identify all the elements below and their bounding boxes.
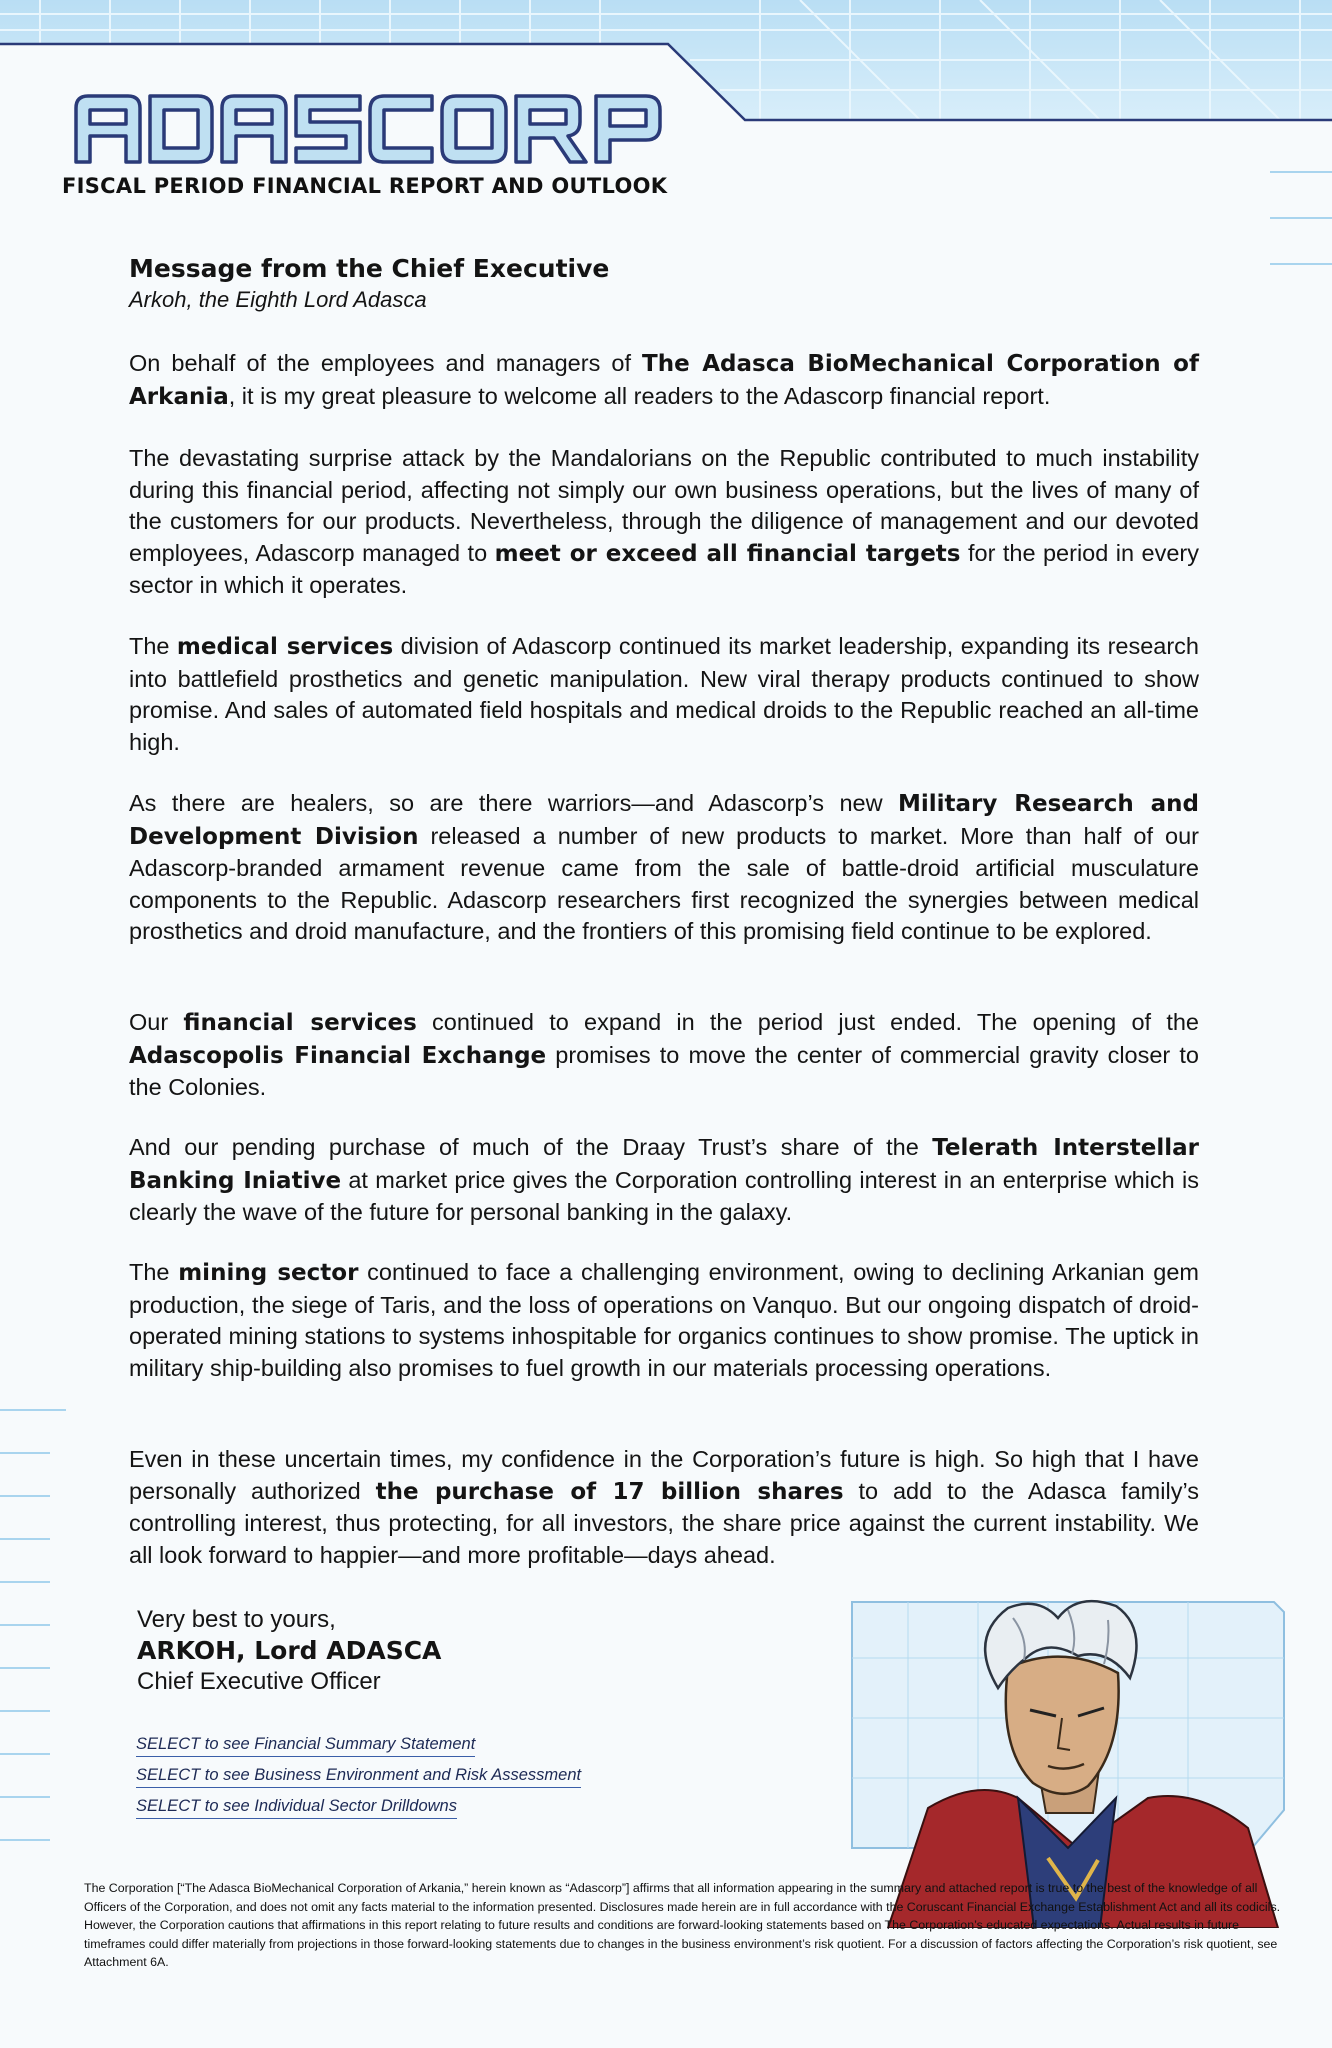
emphasis-text: The Adasca BioMechanical Corporation of Arkania bbox=[129, 351, 1199, 410]
paragraph-attack bbox=[129, 443, 1199, 602]
link-financial-summary[interactable]: SELECT to see Financial Summary Statement bbox=[136, 1735, 475, 1757]
body-text: continued to face a challenging environment, owing to declining Arkanian gem production, the siege of Taris, and the loss of operations on Vanquo. But our ongoing dispatch of droid-operated mining stations to systems inhospitable for organics continues to show promise. The uptick in military ship-building also promises to fuel growth in our materials processing operations. bbox=[129, 1259, 1199, 1381]
emphasis-text: medical services bbox=[176, 634, 394, 660]
report-subtitle: FISCAL PERIOD FINANCIAL REPORT AND OUTLOOK bbox=[62, 174, 668, 198]
message-heading: Message from the Chief Executive bbox=[129, 254, 610, 283]
message-header bbox=[129, 254, 1199, 313]
body-text: The bbox=[129, 1259, 179, 1285]
body-text: , it is my great pleasure to welcome all readers to the Adascorp financial report. bbox=[228, 382, 1051, 409]
emphasis-text: meet or exceed all financial targets bbox=[494, 540, 961, 567]
paragraph-intro bbox=[129, 348, 1199, 413]
signoff-closing: Very best to yours, bbox=[137, 1606, 336, 1633]
body-text: On behalf of the employees and managers of bbox=[129, 350, 643, 376]
body-text: Our bbox=[129, 1009, 184, 1035]
body-text: And our pending purchase of much of the Draay Trust’s share of the bbox=[129, 1134, 933, 1160]
signoff-block bbox=[137, 1604, 441, 1697]
signoff-title: Chief Executive Officer bbox=[137, 1668, 381, 1695]
paragraph-banking bbox=[129, 1132, 1199, 1229]
message-author: Arkoh, the Eighth Lord Adasca bbox=[129, 287, 427, 312]
emphasis-text: financial services bbox=[183, 1010, 417, 1036]
body-text: released a number of new products to market. More than half of our Adascorp-branded armament revenue came from the sale of battle-droid artificial musculature components to the Republic. Adascorp researchers first recognized the synergies between medical prosthetics and droid manufacture, and the frontiers of this promising field continue to be explored. bbox=[129, 822, 1199, 944]
body-text: division of Adascorp continued its market leadership, expanding its research into battlefield prosthetics and genetic manipulation. New viral therapy products continued to show promise. And sales of automated field hospitals and medical droids to the Republic reached an all-time high. bbox=[129, 633, 1199, 755]
body-text: As there are healers, so are there warriors—and Adascorp’s new bbox=[129, 790, 898, 816]
adascorp-logo bbox=[70, 86, 670, 168]
body-text: The devastating surprise attack by the Mandalorians on the Republic contributed to much instability during this financial period, affecting not simply our own business operations, but the lives of many of the customers for our products. Nevertheless, through the diligence of management and our devoted employees, Adascorp managed to bbox=[129, 445, 1199, 566]
legal-disclaimer: The Corporation [“The Adasca BioMechanical Corporation of Arkania,” herein known as “Adascorp”] affirms that all information appearing in the summary and attached report is true to the best of the knowledge of all Officers of the Corporation, and does not omit any facts material to the information presented. Disclosures made herein are in full accordance with the Coruscant Financial Exchange Establishment Act and all its codicils. However, the Corporation cautions that affirmations in this report relating to future results and conditions are forward-looking statements based on The Corporation’s educated expectations. Actual results in future timeframes could differ materially from projections in those forward-looking statements due to changes in the business environment’s risk quotient. For a discussion of factors affecting the Corporation’s risk quotient, see Attachment 6A. bbox=[84, 1881, 1281, 1970]
body-text: The bbox=[129, 633, 177, 659]
emphasis-text: Military Research and Development Division bbox=[129, 791, 1199, 850]
link-business-environment[interactable]: SELECT to see Business Environment and Risk Assessment bbox=[136, 1766, 581, 1788]
signoff-name: ARKOH, Lord ADASCA bbox=[137, 1636, 442, 1665]
body-text: promises to move the center of commercial gravity closer to the Colonies. bbox=[129, 1041, 1199, 1100]
paragraph-confidence bbox=[129, 1444, 1199, 1571]
body-text: continued to expand in the period just ended. The opening of the bbox=[416, 1009, 1199, 1035]
paragraph-financial bbox=[129, 1007, 1199, 1104]
emphasis-text: Telerath Interstellar Banking Iniative bbox=[129, 1135, 1199, 1194]
body-text: Even in these uncertain times, my confidence in the Corporation’s future is high. So high that I have personally authorized bbox=[129, 1446, 1199, 1504]
paragraph-mining bbox=[129, 1257, 1199, 1384]
emphasis-text: mining sector bbox=[178, 1260, 359, 1286]
report-links bbox=[136, 1735, 581, 1828]
paragraph-military bbox=[129, 788, 1199, 948]
body-text: to add to the Adasca family’s controlling interest, thus protecting, for all investors, the share price against the current instability. We all look forward to happier—and more profitable—days ahead. bbox=[129, 1477, 1200, 1568]
paragraph-medical bbox=[129, 631, 1199, 758]
body-text: at market price gives the Corporation controlling interest in an enterprise which is clearly the wave of the future for personal banking in the galaxy. bbox=[129, 1166, 1199, 1225]
body-text: for the period in every sector in which it operates. bbox=[129, 539, 1199, 598]
emphasis-text: the purchase of 17 billion shares bbox=[375, 1478, 844, 1505]
emphasis-text: Adascopolis Financial Exchange bbox=[129, 1042, 547, 1069]
link-sector-drilldowns[interactable]: SELECT to see Individual Sector Drilldowns bbox=[136, 1797, 457, 1819]
